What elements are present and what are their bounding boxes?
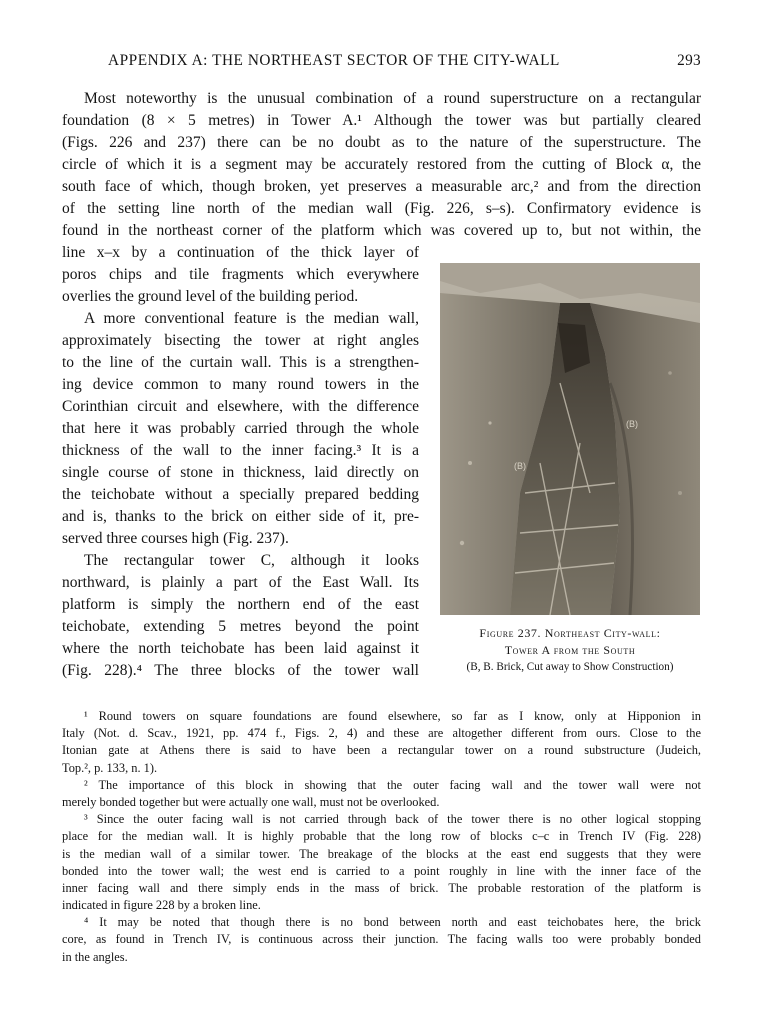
column-line: Corinthian circuit and elsewhere, with the difference <box>62 398 419 415</box>
intro-line: (Figs. 226 and 237) there can be no doubt as to the nature of the superstructure. The <box>62 134 701 151</box>
column-line: The rectangular tower C, although it looks <box>84 552 419 569</box>
photo-label-b-left: (B) <box>514 461 526 471</box>
figure-caption <box>438 625 702 676</box>
intro-line: of the setting line north of the median wall (Fig. 226, s–s). Confirmatory evidence is <box>62 200 701 217</box>
footnote-line: indicated in figure 228 by a broken line. <box>62 898 261 913</box>
footnote-line: merely bonded together but were actually one wall, must not be overlooked. <box>62 794 440 809</box>
column-line: northward, is plainly a part of the East Wall. Its <box>62 574 419 591</box>
footnote-line: ⁴ It may be noted that though there is no bond between north and east teichobates here, the brick <box>84 915 701 930</box>
column-line: overlies the ground level of the building period. <box>62 288 359 305</box>
column-line: teichobate, extending 5 metres beyond the point <box>62 618 419 635</box>
footnote-line: ³ Since the outer facing wall is not carried through back of the tower there is no other logical stopping <box>84 812 701 827</box>
column-line: poros chips and tile fragments which everywhere <box>62 266 419 283</box>
footnote-line: place for the median wall. It is highly probable that the long row of blocks c–c in Trench IV (Fig. 228) <box>62 829 701 844</box>
footnote-line: ² The importance of this block in showing that the outer facing wall and the tower wall were not <box>84 777 701 792</box>
intro-line: south face of which, though broken, yet preserves a measurable arc,² and from the direction <box>62 178 701 195</box>
column-line: the teichobate without a specially prepared bedding <box>62 486 419 503</box>
footnote-line: Top.², p. 133, n. 1). <box>62 760 158 775</box>
footnote-2 <box>62 777 701 811</box>
column-line: single course of stone in thickness, laid directly on <box>62 464 419 481</box>
column-line: approximately bisecting the tower at right angles <box>62 332 419 349</box>
footnote-4 <box>62 914 701 966</box>
caption-note: (B, B. Brick, Cut away to Show Construction) <box>466 661 674 673</box>
left-column-text <box>62 242 419 682</box>
column-line: ing device common to many round towers in the <box>62 376 419 393</box>
trench-photo-illustration <box>440 263 700 615</box>
column-line: served three courses high (Fig. 237). <box>62 530 289 547</box>
page-number: 293 <box>677 52 701 69</box>
intro-line: circle of which it is a segment may be accurately restored from the cutting of Block α, the <box>62 156 701 173</box>
column-line: (Fig. 228).⁴ The three blocks of the tower wall <box>62 662 419 679</box>
footnote-3 <box>62 811 701 914</box>
footnote-line: inner facing wall and there simply ends in the mass of brick. The probable restoration of the platform is <box>62 880 701 895</box>
footnote-line: is the median wall of a similar tower. The breakage of the blocks at the east end suggests that they were <box>62 846 701 861</box>
running-title: APPENDIX A: THE NORTHEAST SECTOR OF THE CITY-WALL <box>108 52 560 69</box>
footnote-line: Itonian gate at Athens there is said to have been a rectangular tower on a round substructure (Judeich, <box>62 743 701 758</box>
column-line: to the line of the curtain wall. This is a strengthen- <box>62 354 419 371</box>
intro-paragraph <box>62 88 701 242</box>
footnotes <box>62 708 701 966</box>
footnote-line: ¹ Round towers on square foundations are found elsewhere, so far as I know, only at Hipponion in <box>84 709 701 723</box>
footnote-line: Italy (Not. d. Scav., 1921, pp. 474 f., Figs. 2, 4) and these are altogether different from ours. Close to the <box>62 726 701 741</box>
column-line: A more conventional feature is the median wall, <box>84 310 419 327</box>
footnote-line: core, as found in Trench IV, is continuous across their junction. The facing walls too were probably bonded <box>62 932 701 947</box>
column-line: thickness of the wall to the inner facing.³ It is a <box>62 442 419 459</box>
column-line: that here it was probably carried through the whole <box>62 420 419 437</box>
footnote-line: bonded into the tower wall; the west end is carried to a point roughly in line with the inner face of the <box>62 863 701 878</box>
column-line: and is, thanks to the brick on either side of it, pre- <box>62 508 419 525</box>
footnote-1 <box>62 708 701 777</box>
figure-237-photo <box>440 263 700 615</box>
column-line: where the north teichobate has been laid against it <box>62 640 419 657</box>
footnote-line: in the angles. <box>62 949 128 964</box>
caption-title: Figure 237. Northeast City-wall: <box>479 626 661 640</box>
column-line: platform is simply the northern end of the east <box>62 596 419 613</box>
intro-line: found in the northeast corner of the platform which was covered up to, but not within, the <box>62 222 701 239</box>
photo-label-b-right: (B) <box>626 419 638 429</box>
intro-line: Most noteworthy is the unusual combination of a round superstructure on a rectangular <box>84 90 701 107</box>
column-line: line x–x by a continuation of the thick layer of <box>62 244 419 261</box>
intro-line: foundation (8 × 5 metres) in Tower A.¹ Although the tower was but partially cleared <box>62 112 701 129</box>
caption-subtitle: Tower A from the South <box>504 643 636 657</box>
